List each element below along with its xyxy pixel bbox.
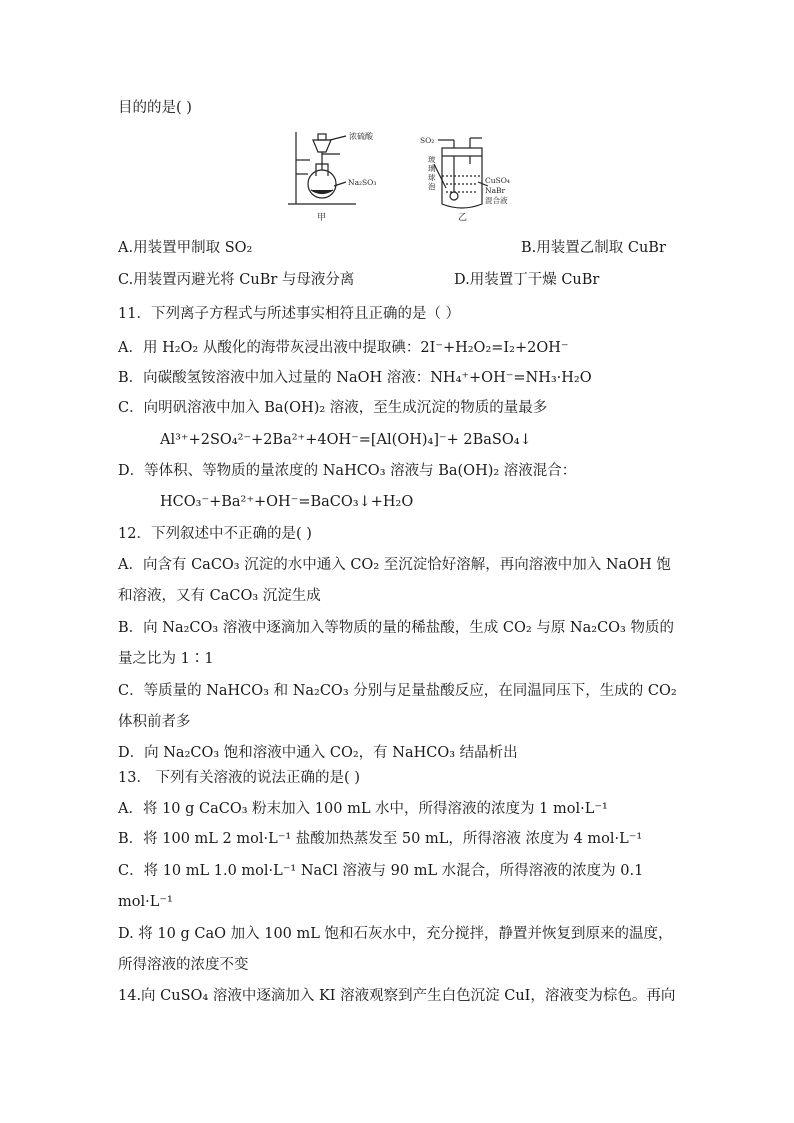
q13-option-d-line1: D. 将 10 g CaO 加入 100 mL 饱和石灰水中，充分搅拌，静置并恢复到原来的温度， — [118, 926, 673, 942]
q13-option-d-line2: 所得溶液的浓度不变 — [118, 957, 249, 973]
q11-option-b: B．向碳酸氢铵溶液中加入过量的 NaOH 溶液：NH₄⁺+OH⁻=NH₃·H₂O — [118, 370, 592, 386]
q10-option-b: B.用装置乙制取 CuBr — [521, 240, 666, 256]
label-cuso4: CuSO₄ — [485, 176, 510, 185]
q11-option-c-equation: Al³⁺+2SO₄²⁻+2Ba²⁺+4OH⁻=[Al(OH)₄]⁻+ 2BaSO₄↓ — [160, 432, 532, 448]
q13-option-c-line2: mol·L⁻¹ — [118, 894, 173, 910]
q12-option-a-line1: A．向含有 CaCO₃ 沉淀的水中通入 CO₂ 至沉淀恰好溶解，再向溶液中加入 NaOH 饱 — [118, 557, 671, 573]
q13-option-b: B．将 100 mL 2 mol·L⁻¹ 盐酸加热蒸发至 50 mL，所得溶液 浓度为 4 mol·L⁻¹ — [118, 831, 643, 847]
q10-option-a: A.用装置甲制取 SO₂ — [118, 240, 253, 256]
q11-option-d-equation: HCO₃⁻+Ba²⁺+OH⁻=BaCO₃↓+H₂O — [160, 494, 414, 510]
caption-jia: 甲 — [317, 213, 327, 223]
apparatus-jia — [288, 132, 356, 204]
apparatus-yi — [434, 138, 488, 208]
q10-option-d: D.用装置丁干燥 CuBr — [454, 272, 600, 288]
label-acid: 浓硫酸 — [349, 132, 373, 141]
q10-stem-tail: 目的的是( ) — [118, 100, 192, 116]
q12-option-c-line2: 体积前者多 — [118, 714, 191, 730]
q12-option-b-line2: 量之比为 1∶1 — [118, 651, 214, 667]
label-nabr: NaBr — [485, 186, 506, 195]
q11-stem: 11．下列离子方程式与所述事实相符且正确的是（ ） — [118, 306, 461, 322]
q13-stem: 13． 下列有关溶液的说法正确的是( ) — [118, 770, 360, 786]
q11-option-a: A．用 H₂O₂ 从酸化的海带灰浸出液中提取碘：2I⁻+H₂O₂=I₂+2OH⁻ — [118, 340, 569, 356]
label-bubble-2: 璃 — [428, 164, 436, 173]
q10-option-c: C.用装置丙避光将 CuBr 与母液分离 — [118, 272, 355, 288]
label-so2: SO₂ — [420, 136, 435, 145]
q12-option-d: D．向 Na₂CO₃ 饱和溶液中通入 CO₂，有 NaHCO₃ 结晶析出 — [118, 745, 518, 761]
q13-option-c-line1: C．将 10 mL 1.0 mol·L⁻¹ NaCl 溶液与 90 mL 水混合，所得溶液的浓度为 0.1 — [118, 863, 644, 879]
caption-yi: 乙 — [458, 213, 468, 223]
q14-stem: 14.向 CuSO₄ 溶液中逐滴加入 KI 溶液观察到产生白色沉淀 CuI，溶液变为棕色。再向 — [118, 988, 676, 1004]
label-na2so3: Na₂SO₃ — [348, 178, 377, 187]
q11-option-d: D．等体积、等物质的量浓度的 NaHCO₃ 溶液与 Ba(OH)₂ 溶液混合： — [118, 463, 577, 479]
label-mix: 混合液 — [485, 196, 508, 205]
q12-stem: 12．下列叙述中不正确的是( ) — [118, 526, 312, 542]
q12-option-c-line1: C．等质量的 NaHCO₃ 和 Na₂CO₃ 分别与足量盐酸反应，在同温同压下，生成的 CO₂ — [118, 683, 677, 699]
q12-option-b-line1: B．向 Na₂CO₃ 溶液中逐滴加入等物质的量的稀盐酸，生成 CO₂ 与原 Na₂CO₃ 物质的 — [118, 620, 674, 636]
q12-option-a-line2: 和溶液，又有 CaCO₃ 沉淀生成 — [118, 588, 321, 604]
q10-apparatus-figure — [282, 126, 522, 226]
label-bubble-1: 玻 — [428, 155, 436, 164]
q13-option-a: A．将 10 g CaCO₃ 粉末加入 100 mL 水中，所得溶液的浓度为 1 mol·L⁻¹ — [118, 801, 608, 817]
label-bubble-4: 泡 — [428, 182, 436, 191]
label-bubble-3: 球 — [428, 173, 436, 182]
q11-option-c: C．向明矾溶液中加入 Ba(OH)₂ 溶液，至生成沉淀的物质的量最多 — [118, 400, 548, 416]
